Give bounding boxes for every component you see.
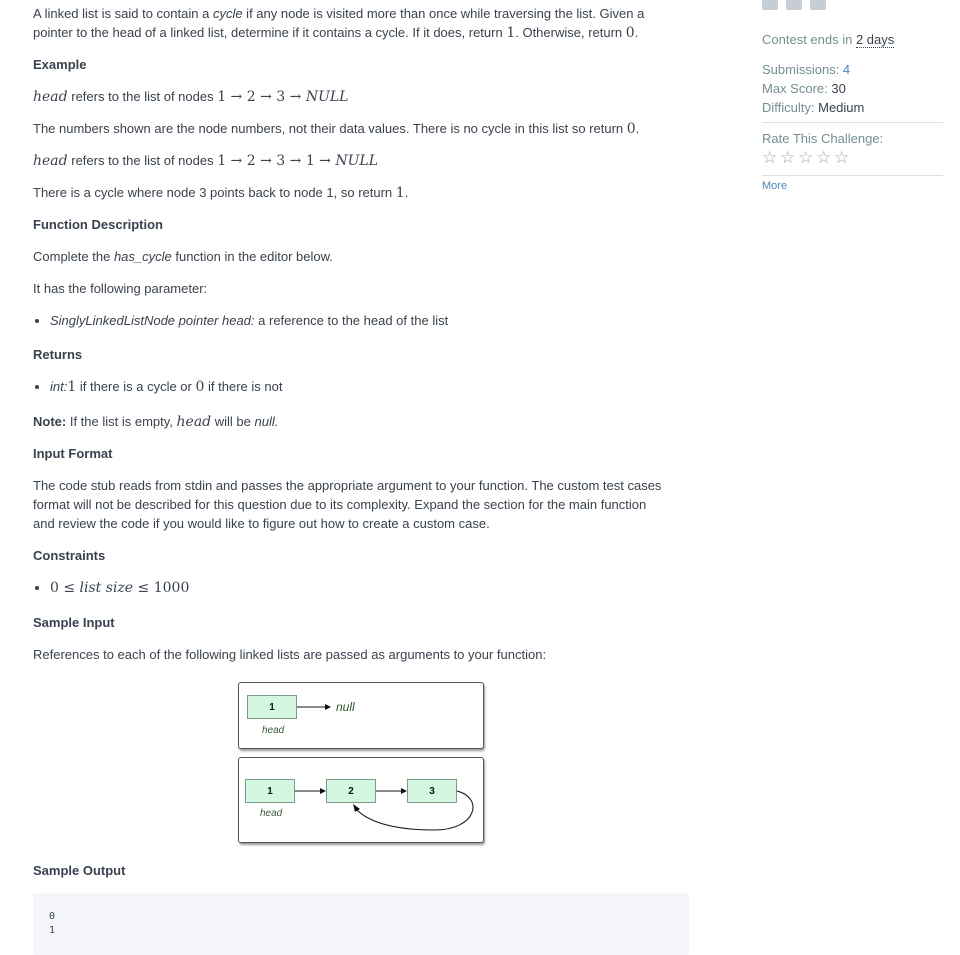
input-format-heading: Input Format (33, 446, 113, 461)
intro-one: 1 (506, 25, 516, 41)
list2-node: 3 (407, 779, 457, 803)
difficulty-value: Medium (818, 100, 865, 115)
note-label: Note: (33, 414, 67, 429)
parameter-item (50, 311, 710, 330)
constraint-item (50, 578, 710, 598)
example-1-text (33, 87, 693, 107)
rate-label: Rate This Challenge: (762, 131, 884, 146)
list1-head-label: head (262, 725, 285, 736)
list1-node: 1 (247, 695, 297, 719)
intro-part: A linked list is said to contain a (33, 6, 213, 21)
difficulty-label: Difficulty: (762, 100, 819, 115)
note-head: head (176, 414, 212, 430)
return-zero: 0 (195, 379, 205, 395)
submissions-label: Submissions: (762, 62, 843, 77)
example-1-label: refers to the list of nodes (67, 89, 218, 104)
linked-list-diagram-2 (238, 757, 484, 843)
example-2-label: refers to the list of nodes (67, 153, 218, 168)
note-null: null. (254, 414, 279, 429)
parameter-list (33, 311, 710, 330)
note-part: If the list is empty, (66, 414, 177, 429)
parameter-type: SinglyLinkedListNode pointer head: (50, 313, 255, 328)
constraint-upper: ≤ 1000 (133, 580, 190, 596)
fd-part: Complete the (33, 249, 114, 264)
input-line: and review the code if you would like to figure out how to create a custom case. (33, 516, 490, 531)
sample-input-heading: Sample Input (33, 615, 115, 630)
example-1-list: 1 → 2 → 3 → (217, 89, 306, 105)
list2-node: 1 (245, 779, 295, 803)
intro-zero: 0 (625, 25, 635, 41)
constraint-var: list size (79, 580, 134, 596)
return-text: if there is a cycle or (76, 379, 196, 394)
returns-list (33, 377, 710, 397)
submissions (762, 60, 850, 79)
intro-part: . (634, 25, 639, 40)
intro-part: pointer to the head of a linked list, determine if it contains a cycle. If it does, return (33, 25, 507, 40)
example-1-note-text: The numbers shown are the node numbers, not their data values. There is no cycle in this list so return (33, 121, 627, 136)
sample-output-block (33, 893, 689, 955)
input-format-text (33, 476, 693, 533)
intro-cycle-term: cycle (212, 6, 243, 21)
difficulty (762, 98, 864, 117)
example-2-note-end: . (404, 185, 409, 200)
return-type: int: (50, 379, 68, 394)
intro-text (33, 4, 693, 43)
example-2-list: 1 → 2 → 3 → 1 → (217, 153, 336, 169)
input-line: The code stub reads from stdin and passes the appropriate argument to your function. The custom test cases (33, 478, 662, 493)
max-score-value: 30 (831, 81, 846, 96)
sample-input-text: References to each of the following linked lists are passed as arguments to your function: (33, 647, 547, 662)
contest-ends-label: Contest ends in (762, 32, 856, 47)
parameter-intro: It has the following parameter: (33, 281, 208, 296)
star-icon[interactable]: ☆ (816, 148, 832, 167)
example-2-head: head (33, 153, 68, 169)
star-icon[interactable]: ☆ (762, 148, 778, 167)
example-1-null: NULL (305, 89, 349, 105)
submissions-link[interactable]: 4 (842, 62, 851, 77)
intro-part: if any node is visited more than once while traversing the list. Given a (242, 6, 645, 21)
parameter-desc: a reference to the head of the list (254, 313, 449, 328)
star-icon[interactable]: ☆ (834, 148, 850, 167)
constraints-heading: Constraints (33, 548, 106, 563)
facebook-share-icon[interactable] (762, 0, 778, 10)
example-1-note-end: . (635, 121, 640, 136)
list1-arrow (239, 683, 483, 748)
function-name: has_cycle (113, 249, 172, 264)
return-text: if there is not (204, 379, 283, 394)
returns-item (50, 377, 710, 397)
star-icon[interactable]: ☆ (798, 148, 814, 167)
example-1-head: head (33, 89, 68, 105)
example-2-text (33, 151, 693, 171)
note-text (33, 412, 693, 432)
input-line: format will not be described for this question due to its complexity. Expand the section for the main function (33, 497, 647, 512)
star-icon[interactable]: ☆ (780, 148, 796, 167)
constraint-lower: 0 ≤ (50, 580, 80, 596)
sample-output-line: 1 (49, 925, 56, 936)
example-2-note-text: There is a cycle where node 3 points back to node 1, so return (33, 185, 396, 200)
linkedin-share-icon[interactable] (810, 0, 826, 10)
sample-output-heading: Sample Output (33, 863, 126, 878)
return-one: 1 (67, 379, 77, 395)
example-1-note (33, 119, 693, 139)
more-link[interactable]: More (762, 180, 788, 192)
list2-node: 2 (326, 779, 376, 803)
sidebar-divider (762, 122, 943, 123)
max-score (762, 79, 846, 98)
list2-head-label: head (260, 808, 283, 819)
constraints-list (33, 578, 710, 598)
list1-null-label: null (336, 700, 355, 714)
example-heading: Example (33, 57, 87, 72)
max-score-label: Max Score: (762, 81, 832, 96)
example-2-null: NULL (335, 153, 379, 169)
example-1-note-zero: 0 (626, 121, 636, 137)
function-description-heading: Function Description (33, 217, 163, 232)
list2-arrows (239, 758, 483, 842)
sidebar-divider (762, 175, 943, 176)
contest-ends-value: 2 days (855, 32, 895, 47)
note-part: will be (211, 414, 255, 429)
example-2-note (33, 183, 693, 203)
fd-part: function in the editor below. (171, 249, 333, 264)
example-2-note-one: 1 (395, 185, 405, 201)
twitter-share-icon[interactable] (786, 0, 802, 10)
contest-ends (762, 30, 894, 49)
linked-list-diagram-1 (238, 682, 484, 749)
sample-output-line: 0 (49, 911, 56, 922)
function-description-text (33, 247, 693, 266)
intro-part: . Otherwise, return (515, 25, 626, 40)
returns-heading: Returns (33, 347, 83, 362)
